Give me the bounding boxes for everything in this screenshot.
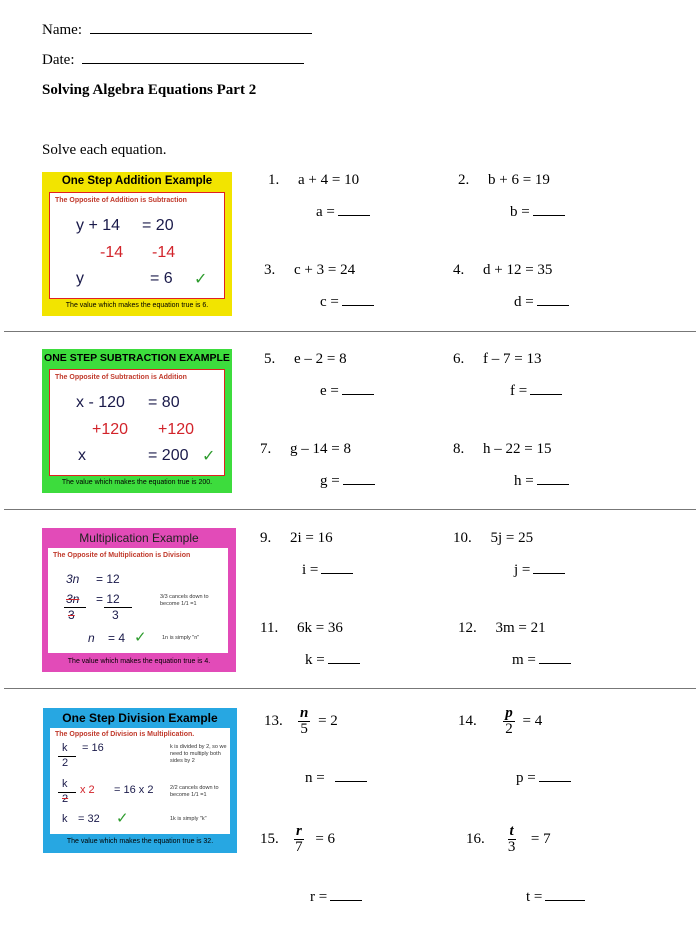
answer-blank[interactable] <box>343 472 375 485</box>
division-times-left: x 2 <box>80 784 95 796</box>
problem-rhs: = 4 <box>522 712 543 729</box>
fraction-denominator: 2 <box>505 721 513 737</box>
answer-7 <box>320 472 375 490</box>
addition-example-panel <box>49 192 225 299</box>
section-divider <box>4 688 696 689</box>
answer-label: p = <box>516 770 536 786</box>
problem-number: 15. <box>260 830 279 847</box>
problem-4 <box>453 262 552 279</box>
problem-number: 5. <box>264 351 276 367</box>
multiplication-frac-den-right: 3 <box>112 608 119 622</box>
addition-line3-left: y <box>76 270 84 287</box>
problem-10 <box>453 530 533 547</box>
worksheet-title: Solving Algebra Equations Part 2 <box>42 82 257 98</box>
date-row <box>42 52 304 69</box>
problem-2 <box>458 172 550 189</box>
fraction-numerator: r <box>296 823 302 839</box>
multiplication-example-panel <box>48 548 228 653</box>
problem-7 <box>260 441 351 458</box>
division-line3-right: = 32 <box>78 813 100 825</box>
answer-12 <box>512 651 571 669</box>
problem-number: 10. <box>453 530 472 546</box>
addition-line1-left: y + 14 <box>76 217 121 234</box>
fraction-numerator: p <box>505 705 513 721</box>
answer-5 <box>320 382 374 400</box>
addition-line1-right: = 20 <box>142 217 174 234</box>
problem-number: 2. <box>458 172 470 188</box>
name-label: Name: <box>42 22 82 38</box>
problem-9 <box>260 530 333 547</box>
answer-label: m = <box>512 652 536 668</box>
multiplication-note2: 1n is simply "n" <box>162 635 200 641</box>
addition-line3-right: = 6 <box>150 270 173 287</box>
problem-equation: 3m = 21 <box>495 620 546 636</box>
multiplication-example <box>42 528 236 672</box>
answer-11 <box>305 651 360 669</box>
fraction-denominator: 3 <box>507 839 516 855</box>
problem-equation: 2i = 16 <box>290 530 333 546</box>
division-line2-right: = 16 x 2 <box>114 784 154 796</box>
problem-number: 13. <box>264 712 283 729</box>
check-icon: ✓ <box>116 810 129 827</box>
answer-blank[interactable] <box>342 293 374 306</box>
answer-blank[interactable] <box>539 769 571 782</box>
answer-10 <box>514 561 565 579</box>
subtraction-line2-right: +120 <box>158 421 195 438</box>
multiplication-line1-left: 3n <box>66 572 80 586</box>
problem-5 <box>264 351 347 368</box>
subtraction-line1-right: = 80 <box>148 394 180 411</box>
division-example <box>43 708 237 853</box>
multiplication-frac-den-left <box>68 608 75 622</box>
answer-label: e = <box>320 383 339 399</box>
answer-blank[interactable] <box>533 561 565 574</box>
fraction-numerator: n <box>300 705 309 721</box>
multiplication-frac-num-left <box>66 592 79 606</box>
name-field[interactable] <box>90 32 312 34</box>
division-example-title: One Step Division Example <box>62 711 218 725</box>
name-row <box>42 22 312 39</box>
check-icon: ✓ <box>202 448 216 465</box>
subtraction-example <box>42 349 232 493</box>
answer-label: g = <box>320 473 340 489</box>
multiplication-frac-num-right: = 12 <box>96 592 120 606</box>
subtraction-line3-left: x <box>78 447 86 464</box>
problem-15 <box>260 824 335 855</box>
answer-13 <box>305 769 367 787</box>
check-icon: ✓ <box>134 629 147 646</box>
problem-number: 8. <box>453 441 465 457</box>
answer-blank[interactable] <box>321 561 353 574</box>
problem-11 <box>260 620 343 637</box>
answer-blank[interactable] <box>539 651 571 664</box>
problem-rhs: = 6 <box>315 830 336 847</box>
problem-number: 9. <box>260 530 272 546</box>
answer-6 <box>510 382 562 400</box>
answer-blank[interactable] <box>330 888 362 901</box>
answer-9 <box>302 561 353 579</box>
subtraction-example-title: ONE STEP SUBTRACTION EXAMPLE <box>44 352 230 364</box>
fraction-denominator: 5 <box>300 721 308 737</box>
date-field[interactable] <box>82 62 304 64</box>
problem-number: 4. <box>453 262 465 278</box>
instruction: Solve each equation. <box>42 142 167 158</box>
answer-14 <box>516 769 571 787</box>
section-divider <box>4 509 696 510</box>
answer-label: k = <box>305 652 325 668</box>
answer-blank[interactable] <box>335 769 367 782</box>
multiplication-example-title: Multiplication Example <box>79 531 199 545</box>
fraction-numerator: t <box>509 823 514 839</box>
cancelled-3n: 3n <box>66 592 80 606</box>
answer-label: b = <box>510 204 530 220</box>
addition-example <box>42 172 232 316</box>
problem-equation: e – 2 = 8 <box>294 351 347 367</box>
division-rule: The Opposite of Division is Multiplication. <box>55 731 195 738</box>
problem-equation: c + 3 = 24 <box>294 262 356 278</box>
answer-blank[interactable] <box>545 888 585 901</box>
subtraction-line2-left: +120 <box>92 421 129 438</box>
division-note3: 1k is simply "k" <box>170 816 207 822</box>
answer-label: h = <box>514 473 534 489</box>
answer-label: r = <box>310 889 328 905</box>
problem-6 <box>453 351 541 368</box>
multiplication-note1: 3/3 cancels down to become 1/1 =1 <box>160 594 209 607</box>
division-frac1-den: 2 <box>62 757 69 769</box>
fraction-denominator: 7 <box>295 839 303 855</box>
problem-rhs: = 7 <box>530 830 551 847</box>
division-frac1-num: k <box>62 742 68 754</box>
answer-label: t = <box>526 889 543 905</box>
check-icon: ✓ <box>194 271 208 288</box>
problem-1 <box>268 172 359 189</box>
multiplication-line1-right: = 12 <box>96 572 120 586</box>
answer-2 <box>510 203 565 221</box>
addition-example-title: One Step Addition Example <box>61 175 213 187</box>
answer-1 <box>316 203 370 221</box>
problem-number: 16. <box>466 830 485 847</box>
problem-14 <box>458 706 542 737</box>
answer-label: c = <box>320 294 339 310</box>
answer-blank[interactable] <box>537 472 569 485</box>
subtraction-footer: The value which makes the equation true is 200. <box>61 479 213 486</box>
answer-label: f = <box>510 383 528 399</box>
subtraction-line3-right: = 200 <box>148 447 189 464</box>
problem-fraction <box>508 824 516 855</box>
problem-equation: 6k = 36 <box>296 620 343 636</box>
subtraction-example-panel <box>49 369 225 476</box>
answer-blank[interactable] <box>530 382 562 395</box>
problem-13 <box>264 706 338 737</box>
division-note1: k is divided by 2, so we need to multiply both sides by 2 <box>170 744 227 764</box>
answer-blank[interactable] <box>338 203 370 216</box>
answer-3 <box>320 293 374 311</box>
answer-15 <box>310 888 362 906</box>
problem-equation: 5j = 25 <box>490 530 534 546</box>
problem-12 <box>458 620 546 637</box>
subtraction-rule: The Opposite of Subtraction is Addition <box>55 374 187 381</box>
problem-number: 6. <box>453 351 465 367</box>
problem-number: 12. <box>458 620 477 636</box>
problem-number: 7. <box>260 441 272 457</box>
answer-label: i = <box>302 562 319 578</box>
problem-fraction <box>294 824 304 855</box>
subtraction-line1-left: x - 120 <box>76 394 125 411</box>
problem-equation: d + 12 = 35 <box>483 262 553 278</box>
answer-label: j = <box>514 562 531 578</box>
problem-number: 3. <box>264 262 276 278</box>
problem-3 <box>264 262 355 279</box>
problem-equation: h – 22 = 15 <box>483 441 552 457</box>
problem-number: 14. <box>458 712 477 729</box>
answer-16 <box>526 888 585 906</box>
division-footer: The value which makes the equation true is 32. <box>66 838 214 845</box>
addition-footer: The value which makes the equation true is 6. <box>65 302 209 309</box>
problem-number: 1. <box>268 172 280 188</box>
addition-line2-left: -14 <box>100 244 124 261</box>
answer-blank[interactable] <box>328 651 360 664</box>
problem-rhs: = 2 <box>318 712 338 729</box>
answer-8 <box>514 472 569 490</box>
answer-blank[interactable] <box>533 203 565 216</box>
answer-label: a = <box>316 204 335 220</box>
addition-line2-right: -14 <box>152 244 176 261</box>
multiplication-rule: The Opposite of Multiplication is Division <box>53 552 191 559</box>
problem-equation: g – 14 = 8 <box>290 441 351 457</box>
problem-16 <box>466 824 551 855</box>
answer-blank[interactable] <box>342 382 374 395</box>
division-line3-left: k <box>62 813 68 825</box>
multiplication-footer: The value which makes the equation true is 4. <box>67 658 211 665</box>
problem-equation: a + 4 = 10 <box>298 172 360 188</box>
date-label: Date: <box>42 52 75 68</box>
problem-number: 11. <box>260 620 279 636</box>
problem-equation: b + 6 = 19 <box>488 172 550 188</box>
problem-fraction <box>298 706 310 737</box>
answer-label: n = <box>305 770 325 786</box>
multiplication-line3-right: = 4 <box>108 631 126 645</box>
division-frac2-num: k <box>62 778 68 790</box>
division-frac2-den <box>62 793 68 805</box>
problem-fraction <box>503 706 515 737</box>
addition-rule: The Opposite of Addition is Subtraction <box>55 197 187 204</box>
problem-8 <box>453 441 551 458</box>
answer-blank[interactable] <box>537 293 569 306</box>
division-example-panel <box>50 728 230 834</box>
division-line1-right: = 16 <box>82 742 104 754</box>
cancelled-2: 2 <box>62 793 69 805</box>
cancelled-3: 3 <box>68 608 75 622</box>
section-divider <box>4 331 696 332</box>
answer-4 <box>514 293 569 311</box>
answer-label: d = <box>514 294 534 310</box>
division-note2: 2/2 cancels down to become 1/1 =1 <box>170 785 219 798</box>
problem-equation: f – 7 = 13 <box>483 351 542 367</box>
multiplication-line3-left: n <box>88 631 95 645</box>
